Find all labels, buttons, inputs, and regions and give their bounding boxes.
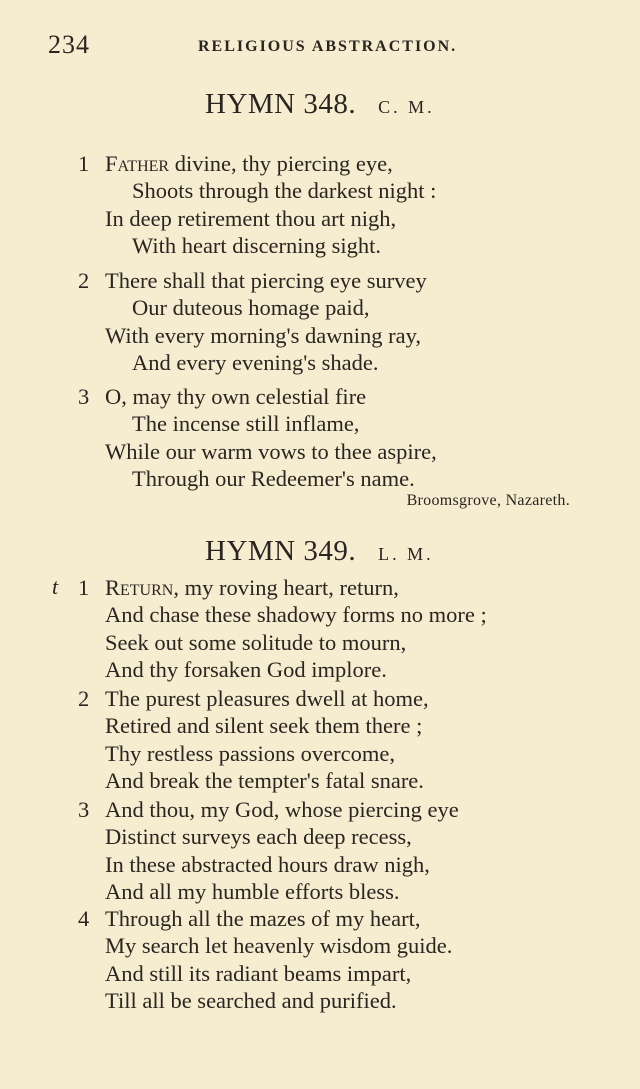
verse-line: There shall that piercing eye survey [105, 268, 427, 293]
verse-line: And thy forsaken God implore. [105, 656, 387, 682]
verse-line: O, may thy own celestial fire [105, 384, 367, 409]
hymn-meter: L. M. [378, 544, 434, 564]
verse-line: And all my humble efforts bless. [105, 878, 400, 904]
hymn-348-title [205, 88, 435, 121]
verse-line: Till all be searched and purified. [105, 987, 397, 1013]
verse-line: And still its radiant beams impart, [105, 960, 412, 986]
hymn-349-verse-2 [78, 685, 429, 794]
verse-line: And chase these shadowy forms no more ; [105, 602, 487, 628]
hymn-348-verse-1 [78, 150, 436, 259]
running-title: RELIGIOUS ABSTRACTION. [198, 38, 458, 55]
verse-number: 2 [78, 686, 90, 711]
verse-line: Shoots through the darkest night : [132, 178, 437, 204]
verse-number: 1 [78, 575, 90, 600]
verse-line: My search let heavenly wisdom guide. [105, 933, 453, 959]
hymn-349-verse-1 [78, 574, 487, 683]
verse-line: And every evening's shade. [132, 349, 379, 375]
verse-first-word: Return [105, 575, 174, 600]
verse-line: And thou, my God, whose piercing eye [105, 797, 459, 822]
hymn-349-verse-3 [78, 796, 459, 905]
verse-line: Retired and silent seek them there ; [105, 713, 423, 739]
verse-line: Through all the mazes of my heart, [105, 906, 421, 931]
hymn-348-verse-2 [78, 267, 427, 376]
hymn-349-title [205, 535, 434, 568]
hymn-number: HYMN 348. [205, 88, 357, 120]
verse-line: Through our Redeemer's name. [132, 465, 415, 491]
verse-line: Distinct surveys each deep recess, [105, 824, 412, 850]
tune-attribution: Broomsgrove, Nazareth. [406, 492, 570, 509]
verse-line: Our duteous homage paid, [132, 295, 370, 321]
verse-line: The purest pleasures dwell at home, [105, 686, 429, 711]
verse-first-word: Father [105, 151, 170, 176]
page-number: 234 [48, 30, 90, 59]
verse-line: divine, thy piercing eye, [169, 151, 393, 176]
verse-number: 3 [78, 384, 90, 409]
verse-number: 2 [78, 268, 90, 293]
verse-line: With every morning's dawning ray, [105, 322, 421, 348]
verse-line: The incense still inflame, [132, 411, 360, 437]
hymn-348-verse-3 [78, 383, 437, 492]
hymn-number: HYMN 349. [205, 535, 357, 567]
hymn-marker: t [52, 574, 59, 599]
verse-line: While our warm vows to thee aspire, [105, 438, 437, 464]
verse-number: 1 [78, 151, 90, 176]
verse-line: In these abstracted hours draw nigh, [105, 851, 430, 877]
verse-line: And break the tempter's fatal snare. [105, 767, 424, 793]
verse-line: In deep retirement thou art nigh, [105, 205, 397, 231]
verse-number: 3 [78, 797, 90, 822]
hymn-meter: C. M. [378, 97, 435, 117]
verse-line: With heart discerning sight. [132, 232, 382, 258]
verse-number: 4 [78, 906, 90, 931]
verse-line: Thy restless passions overcome, [105, 740, 395, 766]
verse-line: Seek out some solitude to mourn, [105, 629, 407, 655]
hymn-349-verse-4 [78, 905, 452, 1014]
verse-line: , my roving heart, return, [173, 575, 399, 600]
